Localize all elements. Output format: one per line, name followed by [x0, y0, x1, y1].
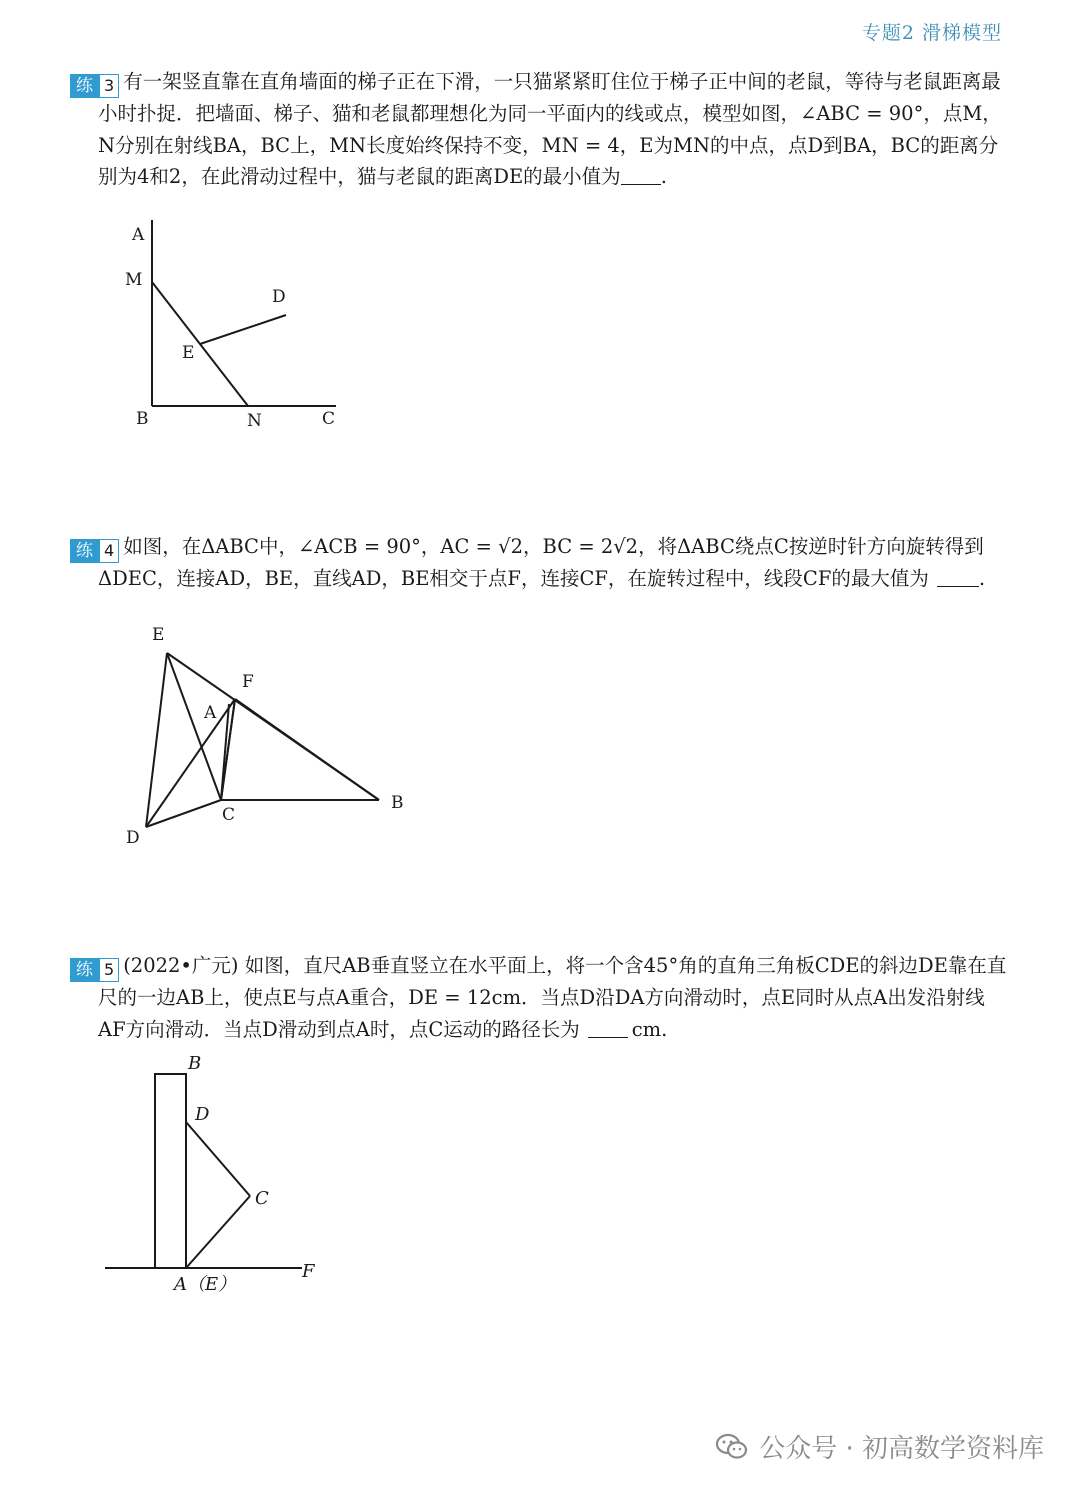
- problem-tail: .: [978, 567, 986, 590]
- label-D: D: [126, 828, 140, 848]
- problem-tail: .: [660, 165, 667, 188]
- problem-4: [76, 531, 1010, 595]
- answer-blank: [588, 1019, 628, 1038]
- watermark: [715, 1428, 1044, 1465]
- figure-ladder: [110, 210, 370, 440]
- label-A-E: A（E）: [174, 1274, 237, 1295]
- answer-blank: [621, 166, 661, 185]
- label-D: D: [195, 1104, 210, 1125]
- label-F: F: [302, 1261, 315, 1282]
- label-E: E: [152, 625, 165, 645]
- problem-5: [76, 950, 1010, 1045]
- label-N: N: [247, 411, 262, 431]
- problem-tail: cm.: [631, 1017, 668, 1041]
- label-A: A: [132, 225, 145, 245]
- wechat-icon: [715, 1432, 749, 1462]
- label-C: C: [322, 409, 336, 429]
- answer-blank: [937, 568, 979, 587]
- watermark-text: 公众号 · 初高数学资料库: [759, 1434, 1044, 1464]
- problem-tag: 练 4: [70, 539, 119, 563]
- label-B: B: [391, 793, 404, 813]
- label-F: F: [242, 672, 254, 692]
- label-A: A: [204, 703, 217, 723]
- label-C: C: [255, 1188, 269, 1209]
- label-D: D: [272, 287, 286, 307]
- problem-text: (2022•广元) 如图，直尺AB垂直竖立在水平面上，将一个含45°角的直角三角板CDE的斜边DE靠在直尺的一边AB上，使点E与点A重合，DE = 12cm．当点D沿DA方向滑动时，点E同时从点A出发沿射线AF方向滑动．当点D滑动到点A时，点C运动的路径长为: [98, 954, 1007, 1041]
- label-B: B: [188, 1053, 202, 1074]
- problem-3: [76, 66, 1010, 193]
- problem-tag: 练 5: [70, 958, 119, 982]
- figure-ruler: [100, 1052, 340, 1302]
- problem-text: 有一架竖直靠在直角墙面的梯子正在下滑，一只猫紧紧盯住位于梯子正中间的老鼠，等待与老鼠距离最小时扑捉．把墙面、梯子、猫和老鼠都理想化为同一平面内的线或点，模型如图，∠ABC = 90°，点M，N分别在射线BA，BC上，MN长度始终保持不变，MN = 4，E为MN的中点，点D到BA，BC的距离分别为4和2，在此滑动过程中，猫与老鼠的距离DE的最小值为: [98, 70, 1002, 188]
- page-header: 专题2 滑梯模型: [861, 22, 1002, 44]
- label-E: E: [182, 343, 195, 363]
- label-B: B: [136, 409, 149, 429]
- problem-text: 如图，在ΔABC中，∠ACB = 90°，AC = √2，BC = 2√2，将ΔABC绕点C按逆时针方向旋转得到ΔDEC，连接AD，BE，直线AD，BE相交于点F，连接CF，在旋转过程中，线段CF的最大值为: [98, 535, 984, 590]
- label-M: M: [125, 270, 143, 290]
- label-C: C: [222, 805, 236, 825]
- figure-rotation: [118, 620, 418, 850]
- problem-tag: 练 3: [70, 74, 119, 98]
